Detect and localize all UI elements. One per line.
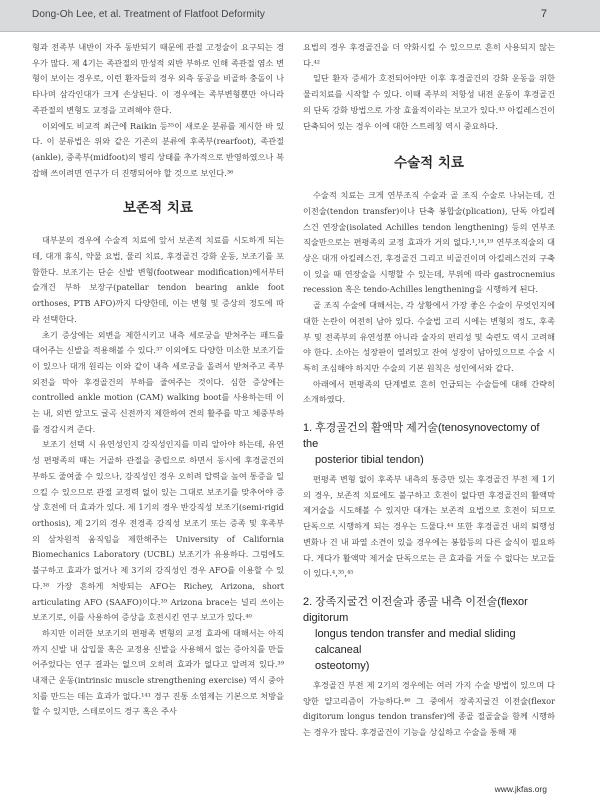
right-column (303, 40, 555, 741)
paragraph: 보조기 선택 시 유연성인지 강직성인지를 미리 알아야 하는데, 유연성 편평족의 때는 거골하 관절을 중립으로 하면서 동시에 후경골건의 부하도 줄여줄 수 있으나, 강직성인 경우 오히려 압력을 높여 통증을 일으킬 수 있으므로 관절 교정력 없이 있는 그대로 보조기를 맞추어야 증상 호전에 더 효과가 있다. 제 1기의 경우 반강직성 보조기(semi-rigid orthosis), 제 2기의 경우 전경족 강직성 보조기 또는 증족 및 후족부의 삼차원적 움직임을 제한해주는 University of California Biomechanics Laboratory (UCBL) 보조기가 유용하다. 그럼에도 불구하고 효과가 없거나 제 3기의 강직성인 경우 AFO를 이용할 수 있다.³⁸ 가장 흔하게 처방되는 AFO는 Richey, Arizona, short articulating AFO (SAAFO)이다.³⁹ Arizona brace는 널리 쓰이는 보조기로, 이를 사용하여 증상을 호전시킨 연구 보고가 있다.⁴⁰ (32, 439, 284, 623)
paragraph: 초기 증상에는 외변을 제한시키고 내측 세로궁을 받쳐주는 패드를 대어주는 신발을 적용해볼 수 있다.³⁷ 이외에도 다양한 미소한 보조기들이 있으나 대개 원리는 이와 같이 내측 세로궁을 올려서 받쳐주고 족부 외전을 막아 후경골건의 부하를 줄여주는 것이다. 심한 증상에는 controlled ankle motion (CAM) walking boot를 사용하는데 이는 내, 외번 앞고도 굴곡 신전까지 제한하여 견의 활주를 막고 체중부하를 경감시켜 준다. (32, 329, 284, 434)
subsection-title-line: longus tendon transfer and medial sliding calcaneal (315, 627, 516, 656)
paragraph: 골 조직 수술에 대해서는, 각 상황에서 가장 좋은 수술이 무엇인지에 대한 논란이 여전히 남아 있다. 수술법 고리 시에는 변형의 정도, 후족부 및 전족부의 유연성뿐 아니라 술자의 편리성 및 숙련도 역시 고려해야 한다. 소아는 성장판이 열려있고 잔여 성장이 남아있으므로 수술 시 특히 조심해야 하지만 수술의 기본 원칙은 성인에서와 같다. (303, 300, 555, 373)
paragraph: 하지만 이러한 보조기의 편평족 변형의 교정 효과에 대해서는 아직까지 신발 내 삽입물 혹은 교정용 신발을 사용해서 없는 증아치를 만들어주었다는 연구 결과는 없으며 오히려 효과가 없다고 알려져 있다.³⁹ 내재근 운동(intrinsic muscle strengthening exercise) 역시 중아치를 만드는 데는 효과가 없다.¹⁴¹ 경구 진통 소염제는 기본으로 처방을 할 수 있지만, 스테로이드 경구 혹은 주사 (32, 627, 284, 717)
subsection-title-line: posterior tibial tendon) (315, 454, 424, 467)
section-title-surgical: 수술적 치료 (394, 155, 464, 172)
paragraph: 요법의 경우 후경골건을 더 약화시킬 수 있으므로 흔히 사용되지 않는다.⁴² (303, 42, 555, 68)
subsection-number: 1. (303, 422, 313, 435)
running-header (0, 0, 600, 32)
journal-url[interactable]: www.jkfas.org (494, 784, 547, 794)
subsection-title-line: 장족지굴건 이전술과 종골 내측 이전술(flexor digitorum (303, 595, 528, 624)
subsection-number: 2. (303, 595, 313, 608)
section-title-conservative: 보존적 치료 (123, 200, 193, 217)
running-title: Dong-Oh Lee, et al. Treatment of Flatfoot Deformity (32, 9, 265, 20)
paragraph: 편평족 변형 없이 후족부 내측의 통증만 있는 후경골건 부전 제 1기의 경우, 보존적 치료에도 불구하고 호전이 없다면 후경골건의 활액막 제거술을 시도해볼 수 있지만 대개는 보존적 요법으로 호전이 되므로 단독으로 시행하게 되는 경우는 드물다.⁴⁴ 또한 후경골건 내의 퇴행성 변화나 건 내 파열 소견이 있을 경우에는 봉합등의 다른 술식이 필요하다. 게다가 활액막 제거술 단독으로는 큰 효과를 거둘 수 없다는 보고들이 있다.⁴,³⁵,⁴⁵ (303, 474, 555, 579)
paragraph: 일단 환자 증세가 호전되어야만 이후 후경골건의 강화 운동을 위한 물리치료를 시작할 수 있다. 이때 족부의 저항성 내전 운동이 후경골건의 단독 강화 방법으로 가장 효율적이라는 보고가 있다.⁴³ 아킬레스건이 단축되어 있는 경우 이에 대한 스트레칭 역시 중요하다. (303, 73, 555, 131)
subsection-title-line: osteotomy) (315, 659, 370, 672)
left-column (32, 40, 284, 720)
paragraph: 수술적 치료는 크게 연부조직 수술과 골 조직 수술로 나뉘는데, 건 이전술(tendon transfer)이나 단축 봉합술(plication), 단독 아킬레스건 연장술(isolated Achilles tendon lengthening) 등의 연부조직술만으로는 편평족의 교정 효과가 거의 없다.¹,¹⁴,¹⁹ 연부조직술의 대상은 대개 아킬레스건, 후경골건 그리고 비골건이며 아킬레스건의 구축이 있을 때 연장술을 시행할 수 있는데, 부위에 따라 gastrocnemius recession 혹은 tendo-Achilles lengthening을 시행하게 된다. (303, 190, 555, 295)
subsection-title-line: 후경골건의 활액막 제거술(tenosynovectomy of the (303, 422, 540, 451)
paragraph: 이외에도 비교적 최근에 Raikin 등³⁵이 새로운 분류를 제시한 바 있다. 이 분류법은 위와 같은 기존의 분류에 후족부(rearfoot), 족관절(ankle), 중족부(midfoot)의 병리 상태를 추가적으로 반영하였으나 복잡해 쓰이려면 연구가 더 진행되어야 할 것으로 보인다.³⁶ (32, 120, 284, 178)
page-number: 7 (540, 8, 547, 20)
subsection-heading-1 (303, 420, 555, 468)
paragraph: 아래에서 편평족의 단계별로 흔히 언급되는 수술들에 대해 간략히 소개하였다. (303, 378, 555, 405)
paragraph: 형과 전족부 내반이 자주 동반되기 때문에 관절 고정술이 요구되는 경우가 많다. 제 4기는 족관절의 만성적 외반 부하로 인해 족관절 염소 변형이 보이는 경우로, 이런 환자들의 경우 외측 동공을 비골하 충돌이 나타나며 삼각인대가 크게 손상된다. 이 경우에는 족부변형뿐만 아니라 족관절의 변형도 교정을 고려해야 한다. (32, 42, 284, 115)
subsection-heading-2 (303, 594, 555, 674)
paragraph: 대부분의 경우에 수술적 치료에 앞서 보존적 치료를 시도하게 되는데, 대개 휴식, 약물 요법, 물리 치료, 후경골건 강화 운동, 보조기를 포함한다. 보조기는 단순 신발 변형(footwear modification)에서부터 슬개건 부하 보장구(patellar tendon bearing ankle foot orthoses, PTB AFO)까지 다양한데, 이는 변형 및 증상의 정도에 따라 선택한다. (32, 235, 284, 324)
paragraph: 후경골건 부전 제 2기의 경우에는 여러 가지 수술 방법이 있으며 다양한 얄고리즘이 가능하다.⁴⁶ 그 중에서 장족지굴건 이전술(flexor digitorum longus tendon transfer)에 종골 절골술을 함께 시행하는 경우가 많다. 후경골건이 기능을 상실하고 수술을 통해 재 (303, 679, 555, 738)
